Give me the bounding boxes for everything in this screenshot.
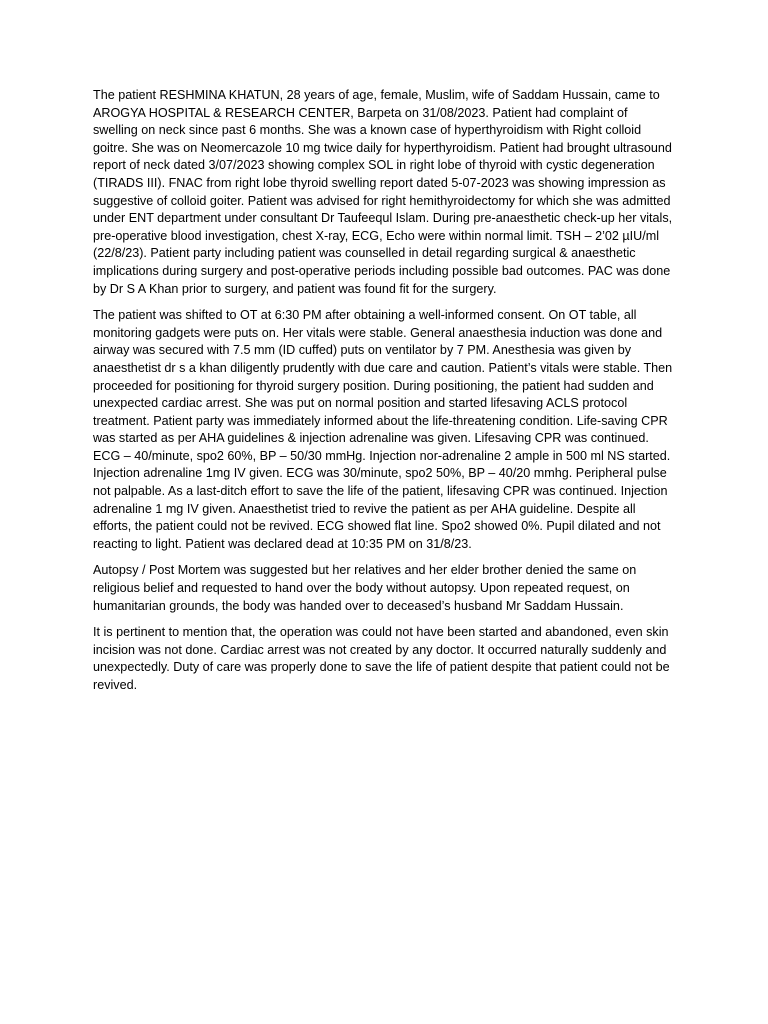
document-body: [93, 87, 673, 704]
paragraph-conclusion: It is pertinent to mention that, the operation was could not have been started and abandoned, even skin incision was not done. Cardiac arrest was not created by any doctor. It occurred naturally suddenly and unexpectedly. Duty of care was properly done to save the life of patient despite that patient could not be revived.: [93, 625, 670, 692]
paragraph-operation-events: The patient was shifted to OT at 6:30 PM after obtaining a well-informed consent. On OT table, all monitoring gadgets were puts on. Her vitals were stable. General anaesthesia induction was done and airway was secured with 7.5 mm (ID cuffed) puts on ventilator by 7 PM. Anesthesia was given by anaesthetist dr s a khan diligently prudently with due care and caution. Patient’s vitals were stable. Then proceeded for positioning for thyroid surgery position. During positioning, the patient had sudden and unexpected cardiac arrest. She was put on normal position and started lifesaving ACLS protocol treatment. Patient party was immediately informed about the life-threatening condition. Life-saving CPR was started as per AHA guidelines & injection adrenaline was given. Lifesaving CPR was continued. ECG – 40/minute, spo2 60%, BP – 50/30 mmHg. Injection nor-adrenaline 2 ample in 500 ml NS started. Injection adrenaline 1mg IV given. ECG was 30/minute, spo2 50%, BP – 40/20 mmhg. Peripheral pulse not palpable. As a last-ditch effort to save the life of the patient, lifesaving CPR was continued. Injection adrenaline 1 mg IV given. Anaesthetist tried to revive the patient as per AHA guideline. Despite all efforts, the patient could not be revived. ECG showed flat line. Spo2 showed 0%. Pupil dilated and not reacting to light. Patient was declared dead at 10:35 PM on 31/8/23.: [93, 308, 673, 551]
paragraph-autopsy: Autopsy / Post Mortem was suggested but her relatives and her elder brother denied the same on religious belief and requested to hand over the body without autopsy. Upon repeated request, on humanitarian grounds, the body was handed over to deceased’s husband Mr Saddam Hussain.: [93, 563, 637, 613]
paragraph-patient-history: The patient RESHMINA KHATUN, 28 years of age, female, Muslim, wife of Saddam Hussain, came to AROGYA HOSPITAL & RESEARCH CENTER, Barpeta on 31/08/2023. Patient had complaint of swelling on neck since past 6 months. She was a known case of hyperthyroidism with Right colloid goitre. She was on Neomercazole 10 mg twice daily for hyperthyroidism. Patient had brought ultrasound report of neck dated 3/07/2023 showing complex SOL in right lobe of thyroid with cystic degeneration (TIRADS III). FNAC from right lobe thyroid swelling report dated 5-07-2023 was showing impression as suggestive of colloid goiter. Patient was advised for right hemithyroidectomy for which she was admitted under ENT department under consultant Dr Taufeequl Islam. During pre-anaesthetic check-up her vitals, pre-operative blood investigation, chest X-ray, ECG, Echo were within normal limit. TSH – 2’02 µIU/ml (22/8/23). Patient party including patient was counselled in detail regarding surgical & anaesthetic implications during surgery and post-operative periods including possible bad outcomes. PAC was done by Dr S A Khan prior to surgery, and patient was found fit for the surgery.: [93, 88, 673, 296]
